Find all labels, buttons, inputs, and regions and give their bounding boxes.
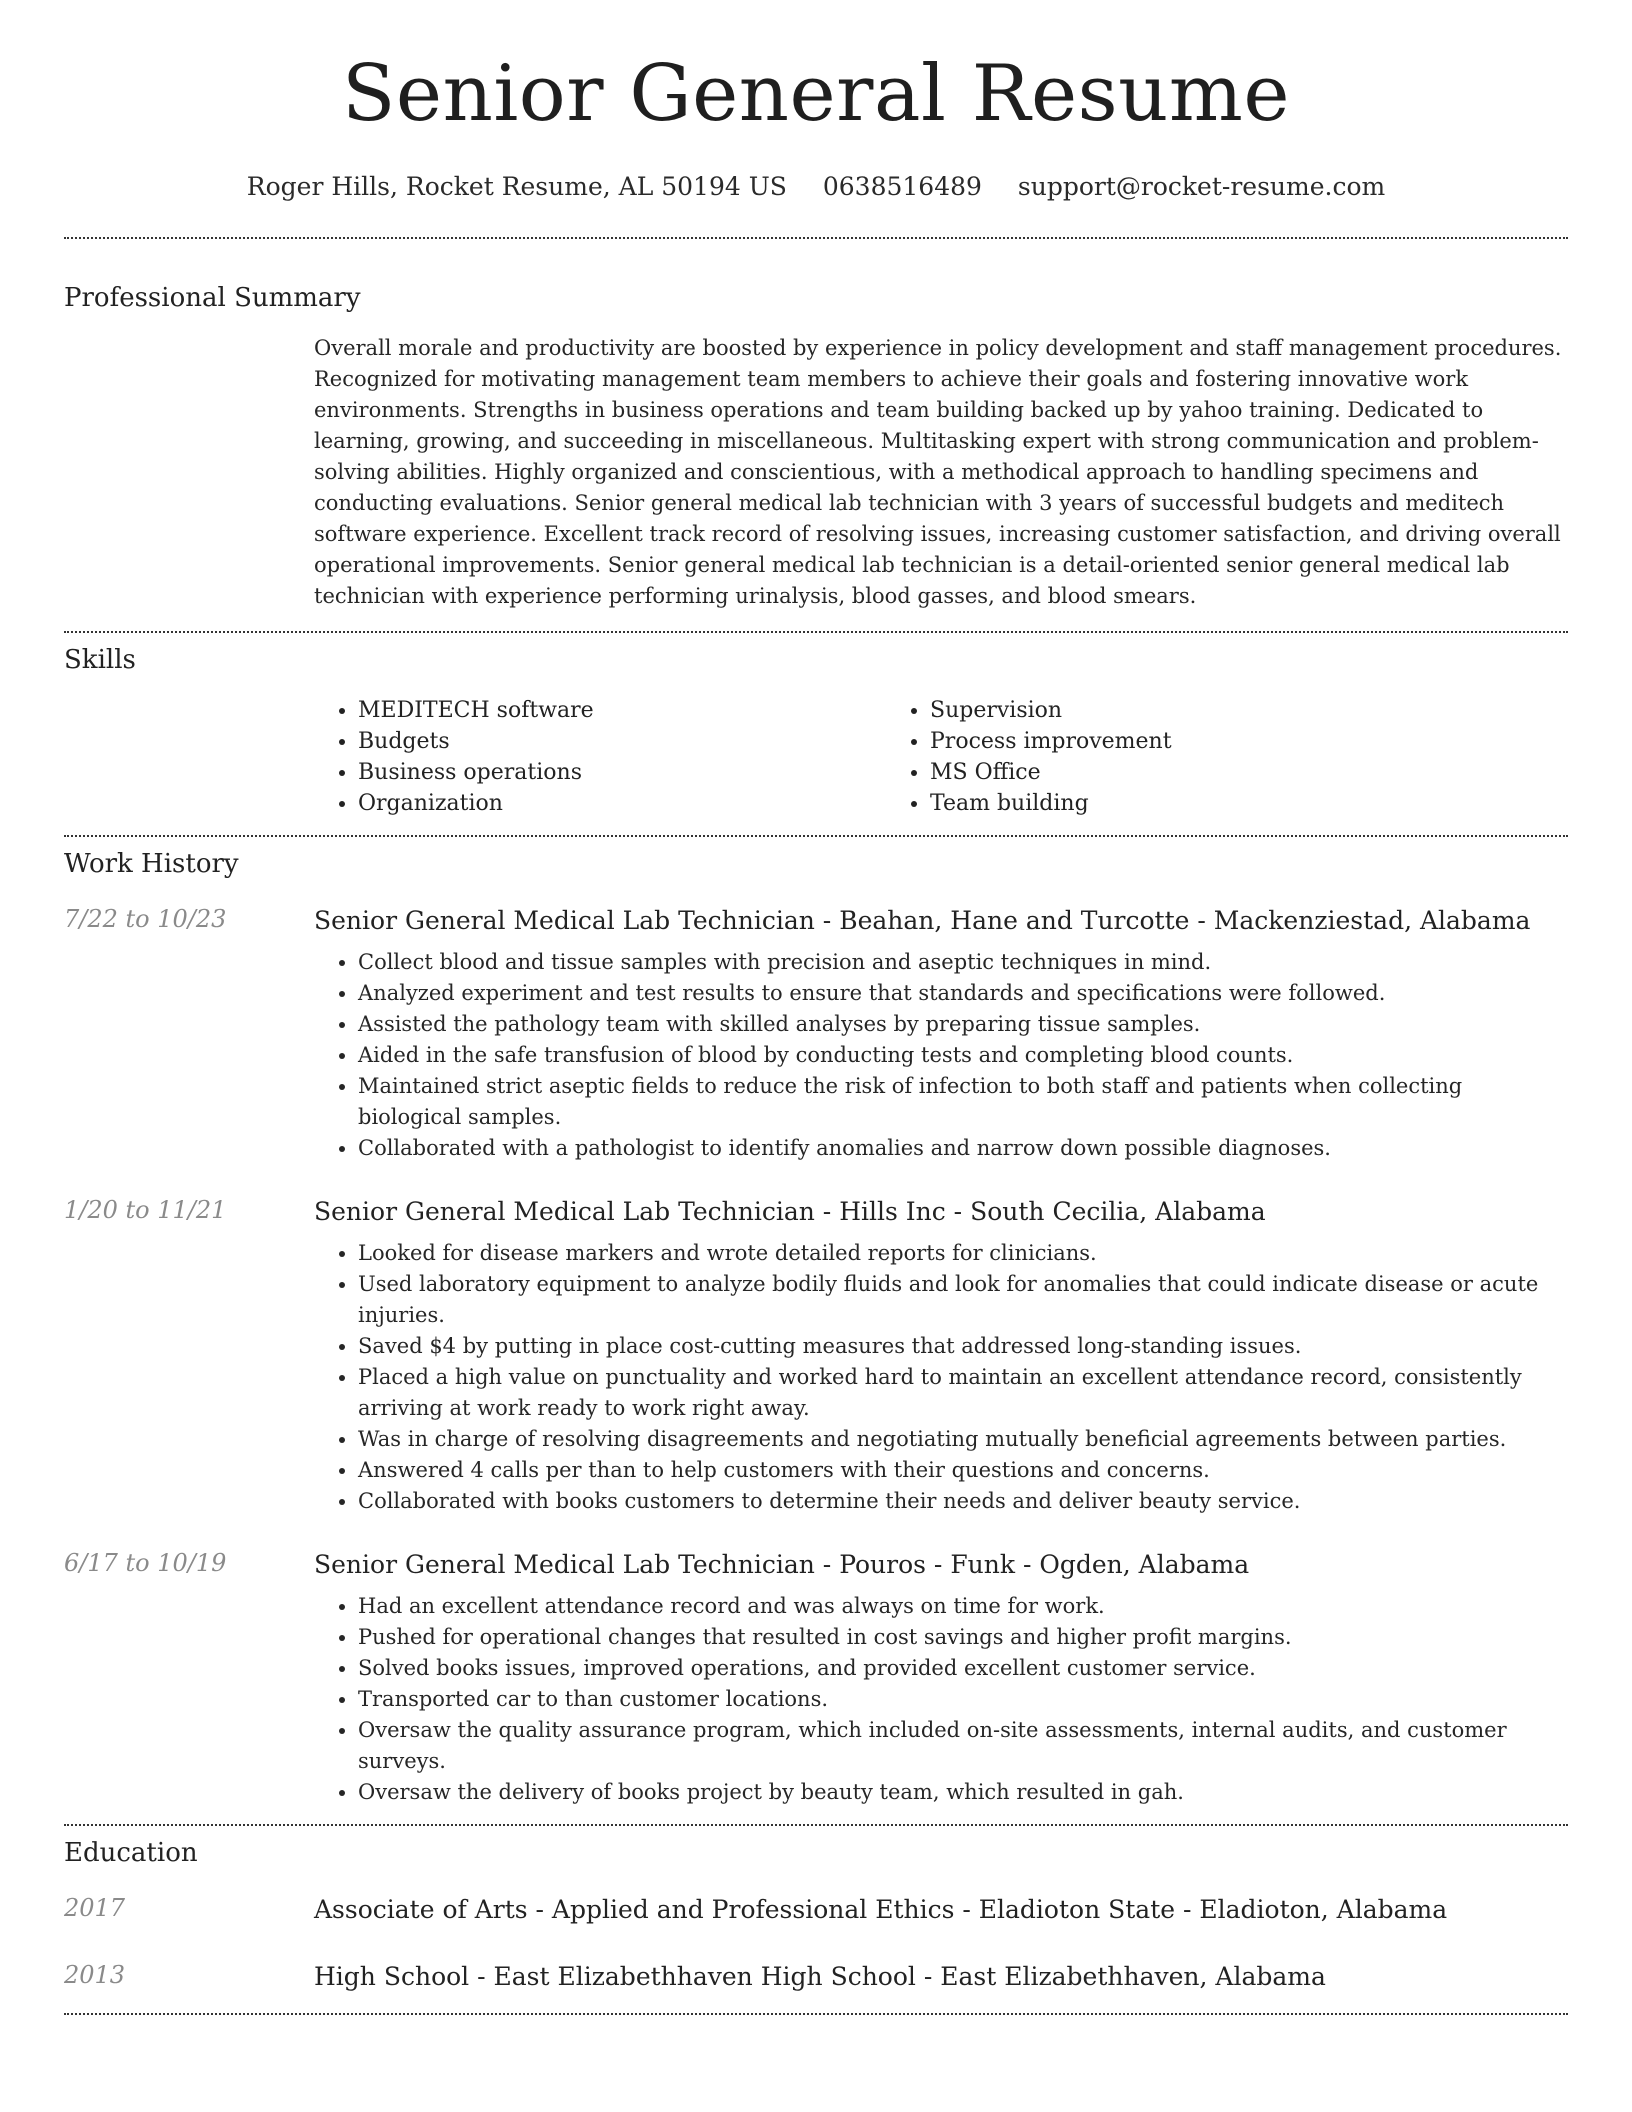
job-bullet: • Maintained strict aseptic fields to reduce the risk of infection to both staff and patients when collecting biological samples. xyxy=(358,1071,1568,1133)
contact-phone: 0638516489 xyxy=(822,171,982,201)
job-bullet: • Analyzed experiment and test results to ensure that standards and specifications were followed. xyxy=(358,978,1568,1009)
education-year: 2013 xyxy=(64,1960,126,1989)
skills-section xyxy=(64,633,1568,819)
job-bullet: • Had an excellent attendance record and was always on time for work. xyxy=(358,1591,1568,1622)
job-bullet: • Placed a high value on punctuality and worked hard to maintain an excellent attendance record, consistently arriving at work ready to work right away. xyxy=(358,1362,1568,1424)
job-title: Senior General Medical Lab Technician - Hills Inc - South Cecilia, Alabama xyxy=(314,1196,1266,1226)
education-title: High School - East Elizabethhaven High School - East Elizabethhaven, Alabama xyxy=(314,1961,1326,1991)
job-bullet: • Oversaw the delivery of books project by beauty team, which resulted in gah. xyxy=(358,1777,1568,1808)
job-entry xyxy=(64,1549,1568,1808)
job-bullet: • Answered 4 calls per than to help customers with their questions and concerns. xyxy=(358,1455,1568,1486)
work-section xyxy=(64,837,1568,1808)
education-section xyxy=(64,1826,1568,1993)
skill-item: • Organization xyxy=(358,788,886,819)
job-entry xyxy=(64,1196,1568,1517)
job-bullet: • Solved books issues, improved operations, and provided excellent customer service. xyxy=(358,1653,1568,1684)
job-entry xyxy=(64,905,1568,1164)
education-entry xyxy=(64,1961,1568,1993)
job-bullet: • Collaborated with books customers to determine their needs and deliver beauty service. xyxy=(358,1486,1568,1517)
job-bullet: • Saved $4 by putting in place cost-cutting measures that addressed long-standing issues. xyxy=(358,1331,1568,1362)
skills-heading: Skills xyxy=(64,644,136,675)
contact-line xyxy=(64,172,1568,201)
summary-text: Overall morale and productivity are boosted by experience in policy development and staff management procedures. Recognized for motivating management team members to achieve their goals and fostering innovative work environments. Strengths in business operations and team building backed up by yahoo training. Dedicated to learning, growing, and succeeding in miscellaneous. Multitasking expert with strong communication and problem-solving abilities. Highly organized and conscientious, with a methodical approach to handling specimens and conducting evaluations. Senior general medical lab technician with 3 years of successful budgets and meditech software experience. Excellent track record of resolving issues, increasing customer satisfaction, and driving overall operational improvements. Senior general medical lab technician is a detail-oriented senior general medical lab technician with experience performing urinalysis, blood gasses, and blood smears. xyxy=(314,335,1562,608)
education-heading: Education xyxy=(64,1837,198,1868)
job-title: Senior General Medical Lab Technician - Pouros - Funk - Ogden, Alabama xyxy=(314,1549,1250,1579)
skill-item: • Supervision xyxy=(930,695,1458,726)
skill-item: • Process improvement xyxy=(930,726,1458,757)
job-bullet: • Transported car to than customer locations. xyxy=(358,1684,1568,1715)
job-bullet: • Looked for disease markers and wrote detailed reports for clinicians. xyxy=(358,1238,1568,1269)
skill-item: • Business operations xyxy=(358,757,886,788)
job-bullet: • Aided in the safe transfusion of blood by conducting tests and completing blood counts. xyxy=(358,1040,1568,1071)
job-bullet: • Was in charge of resolving disagreements and negotiating mutually beneficial agreements between parties. xyxy=(358,1424,1568,1455)
page-title: Senior General Resume xyxy=(342,49,1290,139)
skill-item: • Budgets xyxy=(358,726,886,757)
job-title: Senior General Medical Lab Technician - Beahan, Hane and Turcotte - Mackenziestad, Alabama xyxy=(314,905,1531,935)
skills-list-right xyxy=(886,695,1458,819)
contact-email: support@rocket-resume.com xyxy=(1017,171,1386,201)
skill-item: • MEDITECH software xyxy=(358,695,886,726)
job-bullets xyxy=(314,1591,1568,1808)
education-entry xyxy=(64,1894,1568,1926)
job-bullet: • Pushed for operational changes that resulted in cost savings and higher profit margins. xyxy=(358,1622,1568,1653)
skill-item: • Team building xyxy=(930,788,1458,819)
summary-section xyxy=(64,239,1568,612)
job-bullet: • Assisted the pathology team with skilled analyses by preparing tissue samples. xyxy=(358,1009,1568,1040)
skill-item: • MS Office xyxy=(930,757,1458,788)
job-bullets xyxy=(314,1238,1568,1517)
job-bullet: • Used laboratory equipment to analyze bodily fluids and look for anomalies that could indicate disease or acute injuries. xyxy=(358,1269,1568,1331)
job-dates: 6/17 to 10/19 xyxy=(64,1548,227,1577)
job-dates: 1/20 to 11/21 xyxy=(64,1195,227,1224)
summary-heading: Professional Summary xyxy=(64,282,361,313)
job-bullet: • Oversaw the quality assurance program, which included on-site assessments, internal audits, and customer surveys. xyxy=(358,1715,1568,1777)
education-year: 2017 xyxy=(64,1893,126,1922)
divider xyxy=(64,2013,1568,2015)
job-dates: 7/22 to 10/23 xyxy=(64,904,227,933)
job-bullet: • Collaborated with a pathologist to identify anomalies and narrow down possible diagnoses. xyxy=(358,1133,1568,1164)
education-title: Associate of Arts - Applied and Professional Ethics - Eladioton State - Eladioton, Alabama xyxy=(314,1894,1448,1924)
contact-address: Roger Hills, Rocket Resume, AL 50194 US xyxy=(246,171,787,201)
job-bullet: • Collect blood and tissue samples with precision and aseptic techniques in mind. xyxy=(358,947,1568,978)
skills-list-left xyxy=(314,695,886,819)
job-bullets xyxy=(314,947,1568,1164)
work-heading: Work History xyxy=(64,848,239,879)
